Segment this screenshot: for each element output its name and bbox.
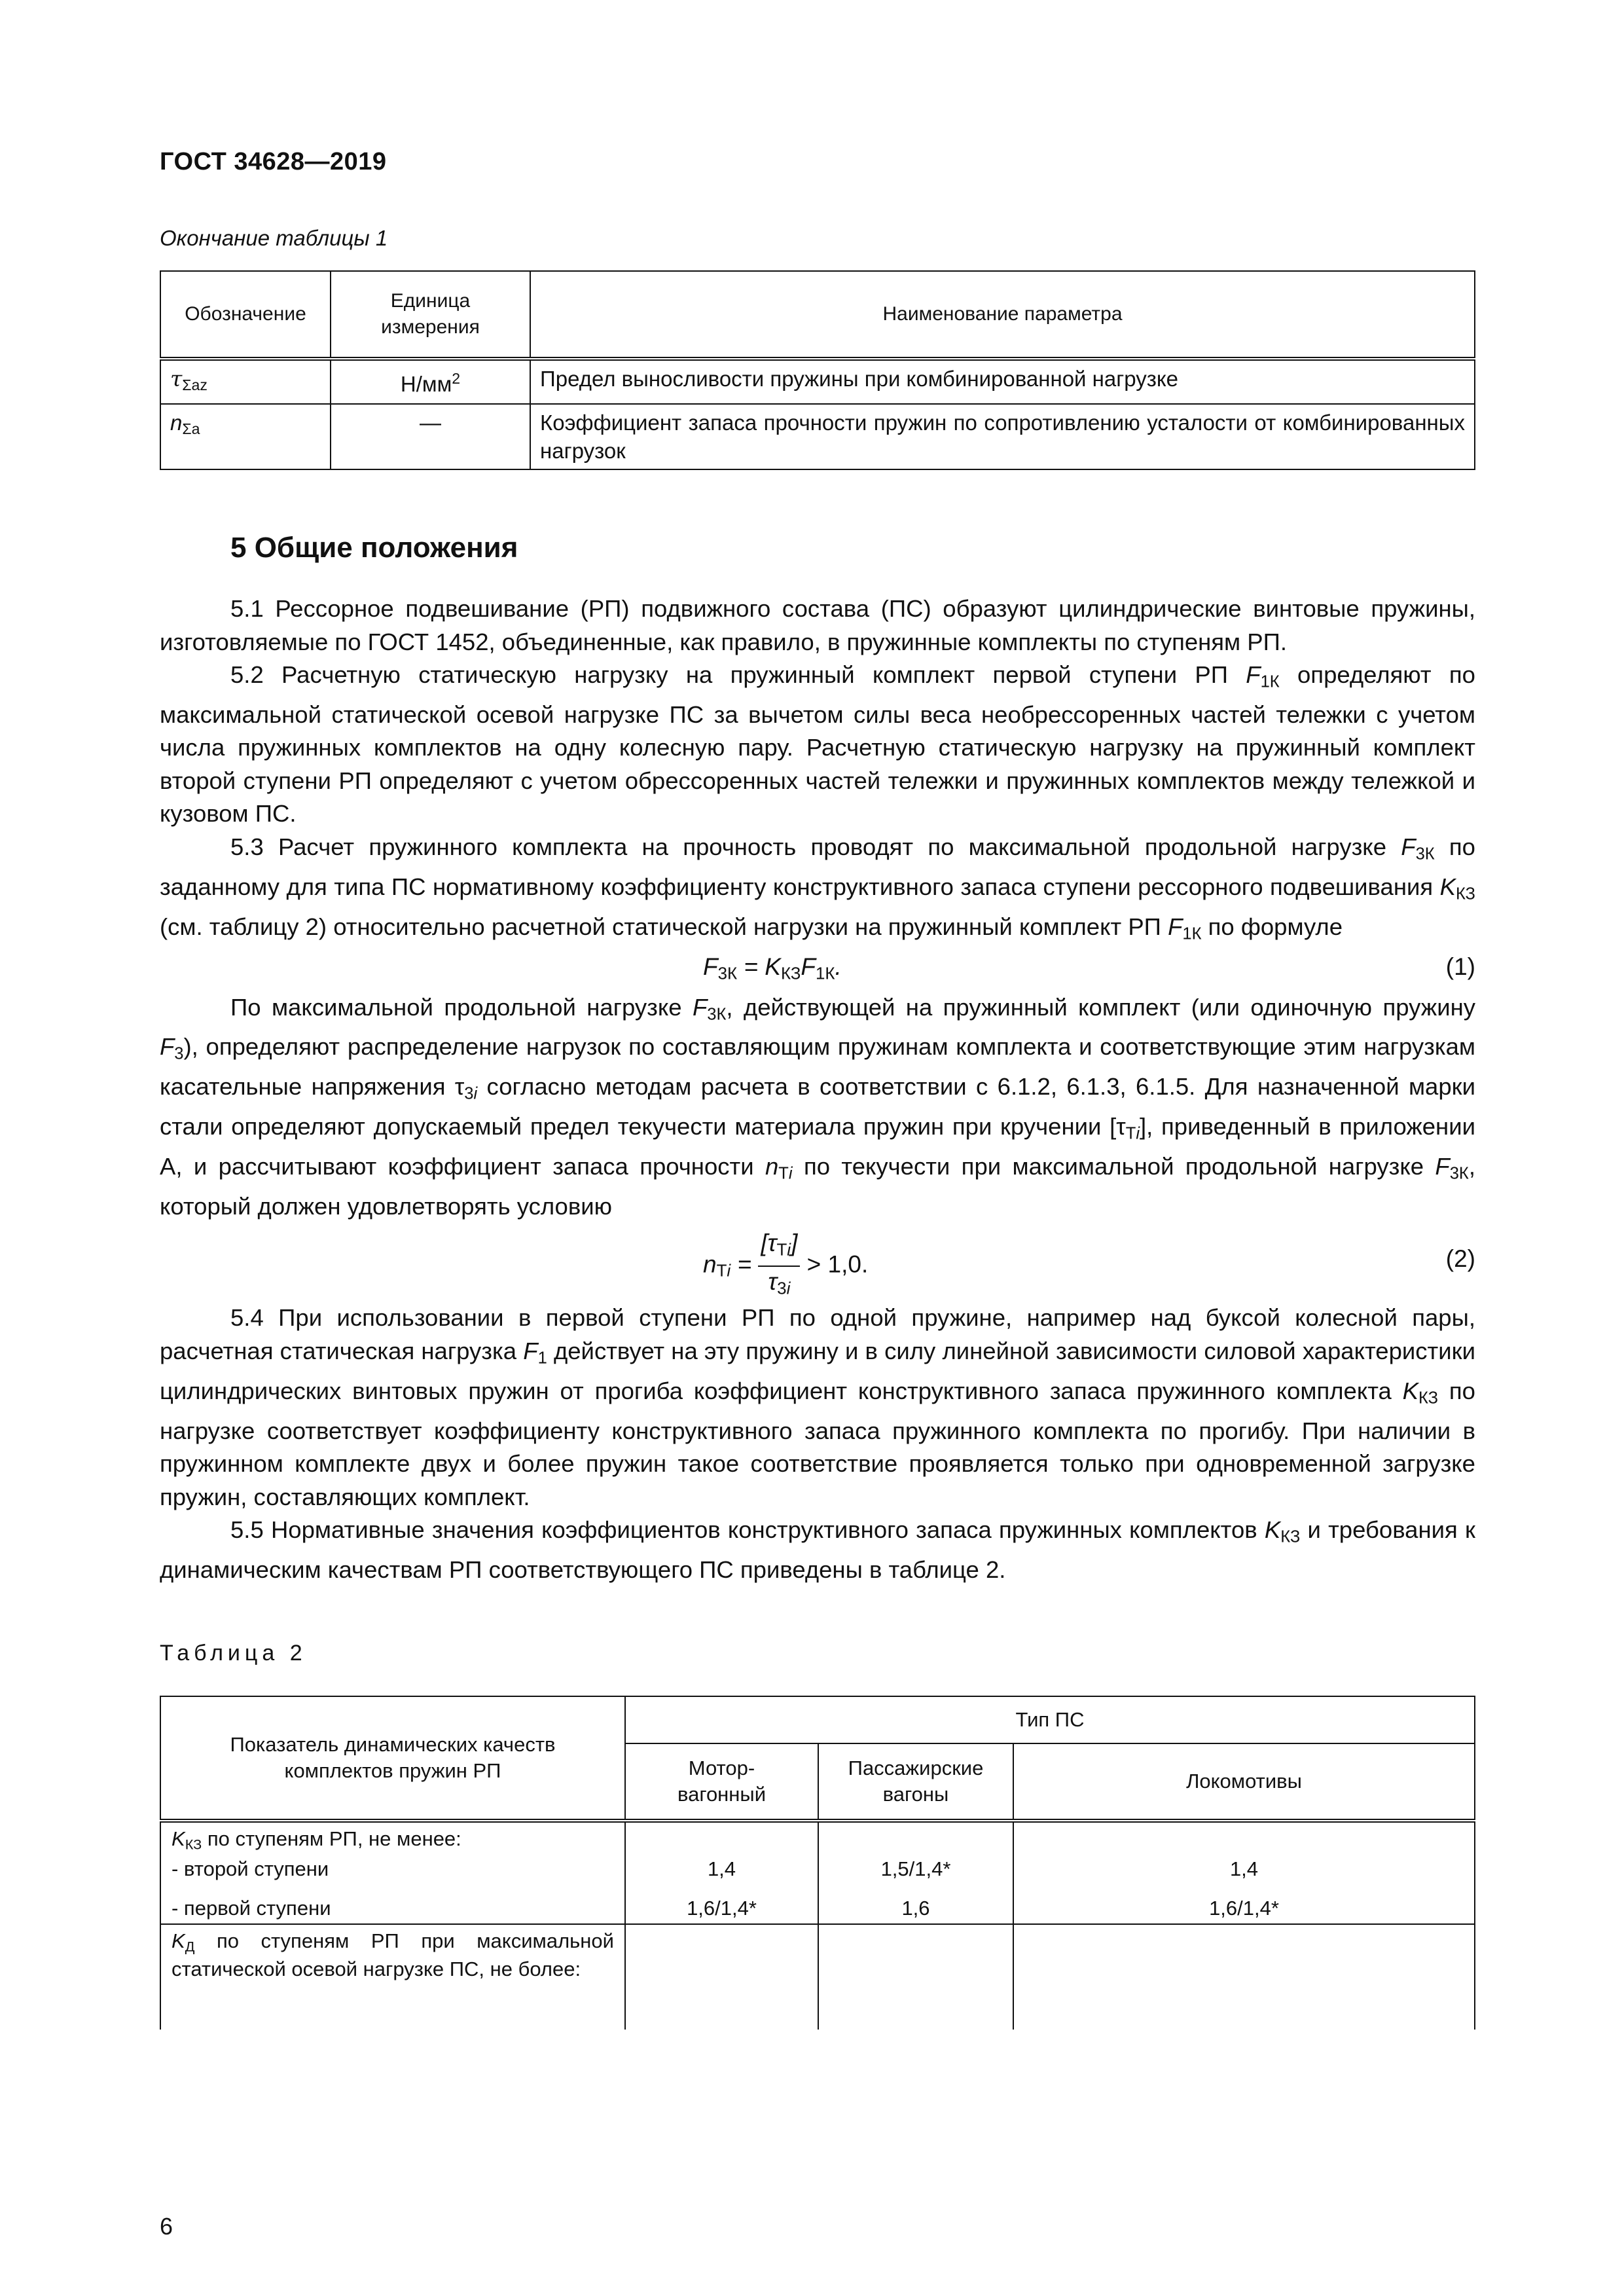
section-title: 5 Общие положения: [230, 532, 518, 564]
table2-cell-passenger: 1,5/1,4* 1,6: [818, 1821, 1013, 1924]
table2-header-param: Показатель динамических качеств комплектов пружин РП: [160, 1696, 625, 1821]
table1-cell-name: Коэффициент запаса прочности пружин по сопротивлению усталости от комбинированных нагрузок: [530, 404, 1475, 469]
paragraph-5-1: 5.1 Рессорное подвешивание (РП) подвижного состава (ПС) образуют цилиндрические винтовые пружины, изготовляемые по ГОСТ 1452, объединенные, как правило, в пружинные комплекты по ступеням РП.: [160, 595, 1475, 655]
table2-col-motor: Мотор-вагонный: [625, 1743, 818, 1821]
table2-row-kd-label: $K_Д$ по ступеням РП при максимальной статической осевой нагрузке ПС, не более:: [160, 1924, 625, 2030]
table2: [160, 1696, 1475, 2030]
table-row: [160, 1821, 1475, 1924]
table2-cell-empty: [625, 1924, 818, 2030]
table2-col-locomotive: Локомотивы: [1013, 1743, 1475, 1821]
table-row: [160, 1924, 1475, 2030]
table1-cell-symbol: $n_{\Sigma a}$: [160, 404, 331, 469]
table2-col-passenger: Пассажирские вагоны: [818, 1743, 1013, 1821]
table2-cell-empty: [818, 1924, 1013, 2030]
table1-header-name: Наименование параметра: [530, 271, 1475, 359]
table-row: [160, 359, 1475, 404]
section-body: [160, 592, 1475, 1587]
document-header: ГОСТ 34628—2019: [160, 148, 387, 175]
table1-header-unit: Единица измерения: [331, 271, 530, 359]
paragraph-5-3-cont: По максимальной продольной нагрузке $F_{3К}$, действующей на пружинный комплект (или одиночную пружину $F_3$), определяют распределение нагрузок по составляющим пружинам комплекта и соответствующие этим нагрузкам касательные напряжения $\tau_{3i}$ согласно методам расчета в соответствии с 6.1.2, 6.1.3, 6.1.5. Для назначенной марки стали определяют допускаемый предел текучести материала пружин при кручении $[\tau_{Тi}]$, приведенный в приложении А, и рассчитывают коэффициент запаса прочности $n_{Тi}$ по текучести при максимальной продольной нагрузке $F_{3К}$, который должен удовлетворять условию: [160, 993, 1475, 1220]
equation-2: $n_{Тi}$ = $\frac{[\tau_{Тi}]}{\tau_{3i}}$ > 1,0. (2): [703, 1230, 1475, 1298]
table2-cell-locomotive: 1,4 1,6/1,4*: [1013, 1821, 1475, 1924]
page-number: 6: [160, 2213, 173, 2240]
table2-cell-motor: 1,4 1,6/1,4*: [625, 1821, 818, 1924]
paragraph-5-2: 5.2 Расчетную статическую нагрузку на пружинный комплект первой ступени РП $F_{1К}$ определяют по максимальной статической осевой нагрузке ПС за вычетом силы веса необрессоренных частей тележки с учетом числа пружинных комплектов на одну колесную пару. Расчетную статическую нагрузку на пружинный комплект второй ступени РП определяют с учетом обрессоренных частей тележки и пружинных комплектов между тележкой и кузовом ПС.: [160, 661, 1475, 828]
table2-header-type: Тип ПС: [625, 1696, 1475, 1743]
table1-cell-symbol: $\tau_{\Sigma az}$: [160, 359, 331, 404]
paragraph-5-5: 5.5 Нормативные значения коэффициентов конструктивного запаса пружинных комплектов $K_{КЗ}$ и требования к динамическим качествам РП соответствующего ПС приведены в таблице 2.: [160, 1516, 1475, 1583]
table1: [160, 270, 1475, 470]
table1-cell-name: Предел выносливости пружины при комбинированной нагрузке: [530, 359, 1475, 404]
table2-row-kkz-label: $K_{КЗ}$ по ступеням РП, не менее: - второй ступени - первой ступени: [160, 1821, 625, 1924]
paragraph-5-4: 5.4 При использовании в первой ступени РП по одной пружине, например над буксой колесной пары, расчетная статическая нагрузка $F_1$ действует на эту пружину и в силу линейной зависимости силовой характеристики цилиндрических винтовых пружин от прогиба коэффициент конструктивного запаса пружинного комплекта $K_{КЗ}$ по нагрузке соответствует коэффициенту конструктивного запаса пружинного комплекта по прогибу. При наличии в пружинном комплекте двух и более пружин такое соответствие проявляется только при одновременной загрузке пружин, составляющих комплект.: [160, 1304, 1475, 1510]
table-row: [160, 404, 1475, 469]
equation-1: $F_{3К} = K_{КЗ}F_{1К}$. (1): [703, 953, 1475, 983]
table1-cell-unit: $Н/мм^2$: [331, 359, 530, 404]
table2-cell-empty: [1013, 1924, 1475, 2030]
paragraph-5-3: 5.3 Расчет пружинного комплекта на прочность проводят по максимальной продольной нагрузке $F_{3К}$ по заданному для типа ПС нормативному коэффициенту конструктивного запаса ступени рессорного подвешивания $K_{КЗ}$ (см. таблицу 2) относительно расчетной статической нагрузки на пружинный комплект РП $F_{1К}$ по формуле: [160, 833, 1475, 943]
table1-cell-unit: —: [331, 404, 530, 469]
table1-caption: Окончание таблицы 1: [160, 226, 388, 250]
table2-caption: Таблица 2: [160, 1641, 307, 1666]
table1-header-symbol: Обозначение: [160, 271, 331, 359]
